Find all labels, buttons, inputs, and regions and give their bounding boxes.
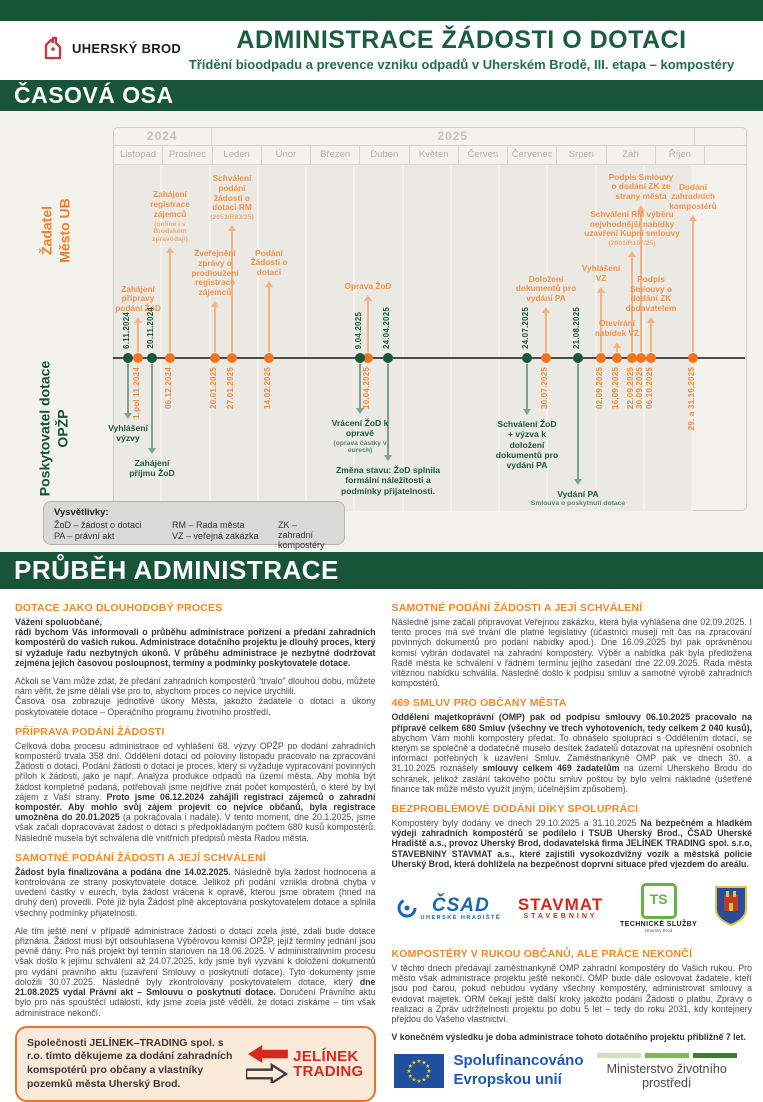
right-column-sections-bottom <box>392 948 753 1042</box>
timeline-event-label: Dodání zahradních kompostérů <box>669 181 717 212</box>
timeline-event-dot <box>383 353 393 363</box>
partner-logos-row <box>396 877 749 939</box>
header <box>0 21 763 80</box>
timeline-event-date: 22.09.2025 <box>626 367 635 410</box>
month-header: Únor <box>262 146 311 164</box>
svg-text:★: ★ <box>425 1069 432 1076</box>
timeline-event-arrow <box>526 364 528 409</box>
paragraph: Žádost byla finalizována a podána dne 14.02.2025. Následně byla žádost hodnocena a kontrolována ze strany poskytovatele dotace. Jelikož při podání vznikla drobná chyba v uvedení částky v eurech, byla žádost vrácena k opravě, kterou jsme obratem (hned na druhý den) provedli. Poté již byla Žádost plně akceptována poskytovatelem dotace a splnila všechny podmínky přijatelnosti. <box>15 866 376 918</box>
process-band-heading: PRŮBĚH ADMINISTRACE <box>0 552 763 589</box>
timeline-arrowhead-icon <box>364 295 372 301</box>
legend-item: ŽoD – žádost o dotaci <box>54 520 142 530</box>
timeline-event-dot <box>541 353 551 363</box>
legend-item: ZK – zahradní kompostéry <box>278 520 325 550</box>
timeline-arrowhead-icon <box>574 479 582 485</box>
thanks-text: Společnosti JELÍNEK–TRADING spol. s r.o. tímto děkujeme za dodání zahradních komspotérů pro občany a vlastníky pozemků města Uherský Brod. <box>27 1036 233 1090</box>
timeline-event-dot <box>133 353 143 363</box>
svg-text:★: ★ <box>415 1079 422 1086</box>
header-titles <box>170 24 753 72</box>
timeline-event-date: 20.01.2025 <box>209 367 218 410</box>
timeline-arrowhead-icon <box>134 317 142 323</box>
year-header: 2024 <box>114 128 212 145</box>
timeline-event-dot <box>355 353 365 363</box>
month-column-stripe <box>404 165 452 511</box>
left-column-sections <box>15 602 376 1018</box>
csad-sub: UHERSKÉ HRADIŠTĚ <box>420 914 502 921</box>
month-header: Červen <box>459 146 508 164</box>
timeline-event-dot <box>612 353 622 363</box>
timeline-event-label: Zahájení příjmu ŽoD <box>129 458 175 479</box>
timeline-event-dot <box>522 353 532 363</box>
paragraph: Následně jsme začali připravovat Veřejnou zakázku, která byla vyhlášena dne 02.09.2025. I tento proces má své trvání dle platné legislativy (účastníci musejí mít čas na zpracování povinných dokumentů pro podání nabídky apod.). Dne 16.09.2025 byl pak oprávněnou komisí vybrán dodavatel na zahradní kompostéry. Výběr a nabídka pak byla předložena Radě města ke schválení v řádném termínu jejího zasedání dne 22.09.2025. Rada města vítěznou nabídku schválila. Následně došlo k podpisu smluv a samotné výrobě zahradních kompostérů. <box>391 617 752 689</box>
timeline-event-dot <box>636 353 646 363</box>
eu-text-line1: Spolufinancováno <box>453 1052 584 1070</box>
paragraph: Oddělení majetkoprávní (OMP) pak od podpisu smlouvy 06.10.2025 pracovalo na přípravě celkem 680 Smluv (všechny ve třech vyhotoveních, tedy celkem 2 040 kusů), abychom Vám mohli kompostéry předat. To obnášelo spolupráci s Oddělením dotací, se kterým se společně a dodatečně muselo desítek žadatelů dotazovat na upřesnění osobních informací potřebných k uzavření Smluv. Zaměstnankyně OMP pak ve dnech 30. a 31.10.2025 roznášely smlouvy celkem 469 žadatelům na území Uherského Brodu do schránek, jelikož zaslání takového počtu smluv poštou by bylo velmi nákladné (ušetřené finance tak může město využít jiným, účelnějším způsobem). <box>391 712 752 794</box>
jelinek-logo-line2: TRADING <box>293 1062 364 1080</box>
ts-sub: Uherský Brod <box>644 928 673 934</box>
csad-name: ČSAD <box>431 894 490 916</box>
month-column-stripe <box>259 165 307 511</box>
csad-swoosh-icon <box>396 897 418 919</box>
timeline-event-date: 30.09.2025 <box>635 367 644 410</box>
jelinek-arrows-icon <box>246 1045 288 1083</box>
legend-item: VZ – veřejná zakázka <box>172 531 259 541</box>
jelinek-logo-line1: JELÍNEK <box>293 1047 359 1065</box>
timeline-event-arrow <box>650 322 652 352</box>
timeline-event-label: Zahájení registrace zájemců (online i v Brodském zpravodaji) <box>150 189 190 244</box>
timeline-arrowhead-icon <box>384 455 392 461</box>
svg-text:★: ★ <box>420 1060 427 1067</box>
section-heading: DOTACE JAKO DLOUHODOBÝ PROCES <box>15 602 223 614</box>
section-heading: SAMOTNÉ PODÁNÍ ŽÁDOSTI A JEJÍ SCHVÁLENÍ <box>391 602 643 614</box>
stavmat-sub: STAVEBNINY <box>523 913 598 921</box>
timeline-event-label: Otevírání nabídek VZ <box>594 318 640 339</box>
timeline-event-dot <box>147 353 157 363</box>
paragraph: V těchto dnech předávají zaměstnankyně OMP zahradní kompostéry do Vašich rukou. Pro město však administrace projektu ještě nekončí. OMP bude dále oslovovat žadatele, kteří jsou pod čarou, pokud nebudou vydány všechny kompostéry, administrovat smlouvy a evidovat majetek. ORM čekají ještě další kroky jakožto podání Žádosti o platbu, Zprávy o realizaci a Zpráv udržitelnosti projektu po dobu 5 let – tedy do roku 2031, kdy kontejnery přejdou do Vašeho vlastnictví. <box>391 963 752 1025</box>
timeline-event-date: 9.04.2025 <box>354 311 363 349</box>
timeline-event-date: 1.pol 11.2024 <box>132 367 141 419</box>
timeline-event-dot <box>123 353 133 363</box>
timeline-chart <box>0 111 763 552</box>
ts-monogram-icon: TS <box>641 883 677 919</box>
timeline-event-date: 30.07.2025 <box>540 367 549 410</box>
timeline-event-arrow <box>214 306 216 352</box>
ministry-name: Ministerstvo životního prostředí <box>606 1061 727 1090</box>
eu-text-line2: Evropskou unií <box>453 1071 562 1089</box>
timeline-arrowhead-icon <box>148 448 156 454</box>
svg-text:★: ★ <box>424 1064 430 1071</box>
stavmat-logo <box>518 896 603 920</box>
timeline-event-date: 24.04.2025 <box>382 306 391 349</box>
svg-text:★: ★ <box>424 1074 430 1081</box>
timeline-event-label: Vyhlášení výzvy <box>108 423 148 444</box>
timeline-legend <box>43 501 345 550</box>
lane-label-provider: Poskytovatel dotace OPŽP <box>36 360 70 497</box>
timeline-arrowhead-icon <box>628 251 636 257</box>
month-column-stripe <box>307 165 355 511</box>
city-logo-text: UHERSKÝ BROD <box>72 40 182 56</box>
timeline-event-label: Zveřejnění zprávy o prodloužení registrace zájemců <box>191 248 239 298</box>
timeline-event-label: Vydání PA Smlouva o poskytnutí dotace <box>530 489 626 508</box>
timeline-event-arrow <box>137 322 139 352</box>
ministry-bars-icon <box>584 1053 750 1058</box>
timeline-arrowhead-icon <box>124 413 132 419</box>
svg-text:★: ★ <box>420 1077 427 1084</box>
section-heading: KOMPOSTÉRY V RUKOU OBČANŮ, ALE PRÁCE NEKONČÍ <box>391 948 693 961</box>
month-header: Červenec <box>508 146 557 164</box>
timeline-event-arrow <box>359 364 361 408</box>
legend-title: Vysvětlivky: <box>54 507 109 518</box>
timeline-event-label: Změna stavu: ŽoD splnila formální náležitosti a podmínky přijatelnosti. <box>335 465 441 496</box>
timeline-arrowhead-icon <box>265 281 273 287</box>
timeline-event-label: Podpis Smlouvy o dodání ZK ze strany města <box>608 171 674 202</box>
timeline-event-dot <box>227 353 237 363</box>
eu-flag-icon <box>394 1054 444 1088</box>
city-police-crest <box>714 885 748 932</box>
legend-item: RM – Rada města <box>172 520 245 530</box>
timeline-event-date: 6.11.2024 <box>122 312 131 349</box>
timeline-event-date: 02.09.2025 <box>595 367 604 410</box>
month-header: Srpen <box>557 146 606 164</box>
paragraph: V konečném výsledku je doba administrace tohoto dotačního projektu přibližně 7 let. <box>391 1032 746 1043</box>
lane-label-applicant: Žadatel Město UB <box>38 198 72 263</box>
month-column-stripe <box>452 165 500 511</box>
timeline-event-date: 14.02.2025 <box>263 367 272 410</box>
technicke-sluzby-logo <box>620 883 697 933</box>
timeline-event-arrow <box>268 286 270 352</box>
city-logo <box>40 35 181 61</box>
timeline-event-dot <box>210 353 220 363</box>
svg-text:★: ★ <box>407 1064 413 1071</box>
month-header: Září <box>607 146 656 164</box>
page-title: ADMINISTRACE ŽÁDOSTI O DOTACI <box>236 26 687 54</box>
thanks-box <box>15 1026 376 1102</box>
timeline-event-label: Podání Žádosti o dotaci <box>250 247 288 278</box>
month-header: Březen <box>311 146 360 164</box>
footer-logos <box>392 1052 753 1090</box>
month-header: Leden <box>213 146 262 164</box>
svg-text:★: ★ <box>407 1074 413 1081</box>
timeline-event-arrow <box>169 252 171 352</box>
timeline-event-dot <box>264 353 274 363</box>
top-green-bar <box>0 0 763 21</box>
timeline-event-date: 24.07.2025 <box>521 306 530 349</box>
timeline-event-arrow <box>127 364 129 413</box>
stavmat-name: STAVMAT <box>517 895 604 915</box>
month-header: Říjen <box>656 146 705 164</box>
timeline-arrowhead-icon <box>523 409 531 415</box>
year-header: 2025 <box>212 128 696 145</box>
svg-text:★: ★ <box>415 1059 422 1066</box>
svg-text:★: ★ <box>410 1077 417 1084</box>
timeline-arrowhead-icon <box>597 287 605 293</box>
timeline-event-label: Vyhlášení VZ <box>581 263 621 284</box>
timeline-event-label: Doložení dokumentů pro vydání PA <box>515 273 577 304</box>
timeline-event-date: 10.04.2025 <box>362 367 371 410</box>
paragraph: Ačkoli se Vám může zdát, že předání zahradních kompostérů “trvalo” dlouhou dobu, můžete nám věřit, že jsme dělali vše pro to, abychom proces co nejvíce urychlili. Časová osa zobrazuje jednotlivé úkony Města, jakožto žadatele o dotaci a úkony poskytovatele dotace – Operačního programu životního prostředí. <box>15 676 376 717</box>
paragraph: Celková doba procesu administrace od vyhlášení 68. výzvy OPŽP po dodání zahradních kompostérů trvala 358 dní. Oddělení dotací od poloviny listopadu pracovalo na zpracování Žádosti o dotaci. Podání žádosti o dotaci je proces, který si vyžaduje vypracování povinných příloh k žádosti, jako je např. Analýza produkce odpadů na území města. Aby mohla být žádost kompletně podaná, potřebovali jsme nejdříve znát počet kompostérů, o které by byl zájem z Vaší strany. Proto jsme 06.12.2024 zahájili registraci zájemců o zahradní kompostér. Aby mohlo svůj zájem projevit co nejvíce občanů, byla registrace umožněna do 20.01.2025 (a pokračovala i nadále). V tento moment, dne 20.1.2025, jsme však začali dopracovávat žádost o dotaci s předpokládaným počtem 680 kusů kompostérů. Následně musela být schválena dle vnitřních předpisů města Radou města. <box>15 740 376 843</box>
timeline-event-dot <box>573 353 583 363</box>
timeline-event-date: 06.10.2025 <box>645 367 654 410</box>
month-header: Prosinec <box>163 146 212 164</box>
ts-name: TECHNICKÉ SLUŽBY <box>620 921 698 929</box>
timeline-arrowhead-icon <box>166 247 174 253</box>
jelinek-trading-logo <box>246 1045 363 1083</box>
legend-items <box>54 520 334 550</box>
section-heading: BEZPROBLÉMOVÉ DODÁNÍ DÍKY SPOLUPRÁCI <box>391 803 639 816</box>
timeline-arrowhead-icon <box>689 215 697 221</box>
timeline-event-date: 29. a 31.10.2025 <box>687 367 696 431</box>
timeline-event-arrow <box>692 220 694 352</box>
paragraph: Ale tím ještě není v případě administrace žádosti o dotaci zcela jisté, zdali bude dotace přiznána. Žádost musí být odsouhlasena Výběrovou komisí OPŽP, jejíž termíny jednání jsou pevně dány. Pro náš projekt byl termín stanoven na 18.06.2025. V administrativním procesu však došlo k jejímu schválení až 24.07.2025, kdy jsme byli vyzváni k doložení dokumentů pro vydání právního aktu (uzavření Smlouvy o poskytnutí dotace). Tyto dokumenty jsme doložili 30.07.2025. Následně byly zkontrolovány poskytovatelem dotace, který dne 21.08.2025 vydal Právní akt – Smlouvu o poskytnutí dotace. Doručení Právního aktu bylo pro nás spouštěcí událostí, kdy jsme zcela jistě věděli, že dotaci získáme – tím však administrace nekončí. <box>15 925 376 1018</box>
content-columns <box>0 589 763 1102</box>
paragraph: Vážení spoluobčané, rádi bychom Vás informovali o průběhu administrace pořízení a předání zahradních kompostérů do vašich rukou. Administrace dotačního projektu je dlouhý proces, který si vyžaduje řadu nezbytných úkonů. V průběhu administrace je nezbytné dodržovat zejména jejich časovou posloupnost, termíny a podmínky poskytovatele dotace. <box>15 617 376 668</box>
timeline-band-heading: ČASOVÁ OSA <box>0 80 763 111</box>
ministry-logo <box>584 1053 750 1090</box>
timeline-event-arrow <box>545 312 547 352</box>
timeline-arrowhead-icon <box>211 301 219 307</box>
timeline-event-dot <box>165 353 175 363</box>
paragraph: Kompostéry byly dodány ve dnech 29.10.2025 a 31.10.2025 Na bezpečném a hladkém výdeji zahradních kompostérů se podílelo i TSUB Uherský Brod., ČSAD Uherské Hradiště a.s., provoz Uherský Brod, dodavatelská firma JELÍNEK TRADING spol. s.r.o, STAVEBNINY STAVMAT a.s., které zajistili vysokozdvižný vozík a městská policie Uherský Brod, která dohlížela na bezpečnost doprvní situace před vjezdem do areálu. <box>391 818 752 869</box>
city-logo-icon <box>40 35 66 61</box>
timeline-event-label: Vrácení ŽoD k opravě (oprava částky v eurech) <box>331 418 389 455</box>
timeline-event-date: 06.12.2024 <box>164 367 173 410</box>
timeline-arrowhead-icon <box>228 225 236 231</box>
svg-text:★: ★ <box>410 1060 417 1067</box>
timeline-event-label: Oprava ŽoD <box>344 281 392 292</box>
timeline-event-label: Zahájení přípravy podání ŽoD <box>115 283 161 314</box>
timeline-event-date: 20.11.2024 <box>146 307 155 349</box>
right-column <box>392 593 753 1102</box>
timeline-event-arrow <box>367 300 369 352</box>
timeline-event-dot <box>646 353 656 363</box>
month-header: Duben <box>360 146 409 164</box>
timeline-event-label: Schválení podání žádosti o dotaci RM (2053/R83/25) <box>210 173 254 222</box>
timeline-event-label: Podpis Smlouvy o dodání ZK dodavatelem <box>625 273 677 314</box>
month-header: Listopad <box>114 146 163 164</box>
svg-text:★: ★ <box>405 1069 412 1076</box>
timeline-event-date: 21.08.2025 <box>572 306 581 349</box>
timeline-event-arrow <box>577 364 579 479</box>
timeline-event-dot <box>688 353 698 363</box>
month-header: Květen <box>410 146 459 164</box>
page-subtitle: Třídění bioodpadu a prevence vzniku odpadů v Uherském Brodě, III. etapa – kompostéry <box>188 57 735 72</box>
eu-cofunding-logo <box>394 1052 584 1090</box>
section-heading: PŘÍPRAVA PODÁNÍ ŽÁDOSTI <box>15 725 165 738</box>
timeline-arrowhead-icon <box>613 342 621 348</box>
timeline-arrowhead-icon <box>647 317 655 323</box>
right-column-sections-top <box>392 602 753 869</box>
timeline-event-label: Schválení RM výběru nejvhodnější nabídky uzavření Kupní smlouvy (2601/R107/25) <box>584 208 680 248</box>
timeline-event-date: 16.09.2025 <box>611 367 620 410</box>
csad-logo <box>396 896 502 921</box>
left-column <box>15 593 376 1102</box>
police-shield-icon <box>714 885 748 927</box>
legend-item: PA – právní akt <box>54 531 115 541</box>
timeline-event-dot <box>596 353 606 363</box>
timeline-arrowhead-icon <box>542 307 550 313</box>
timeline-event-label: Schválení ŽoD + výzva k doložení dokumentů pro vydání PA <box>495 419 559 471</box>
timeline-event-date: 27.01.2025 <box>226 367 235 410</box>
section-heading: SAMOTNÉ PODÁNÍ ŽÁDOSTI A JEJÍ SCHVÁLENÍ <box>15 851 266 864</box>
section-heading: 469 SMLUV PRO OBČANY MĚSTA <box>391 697 567 710</box>
